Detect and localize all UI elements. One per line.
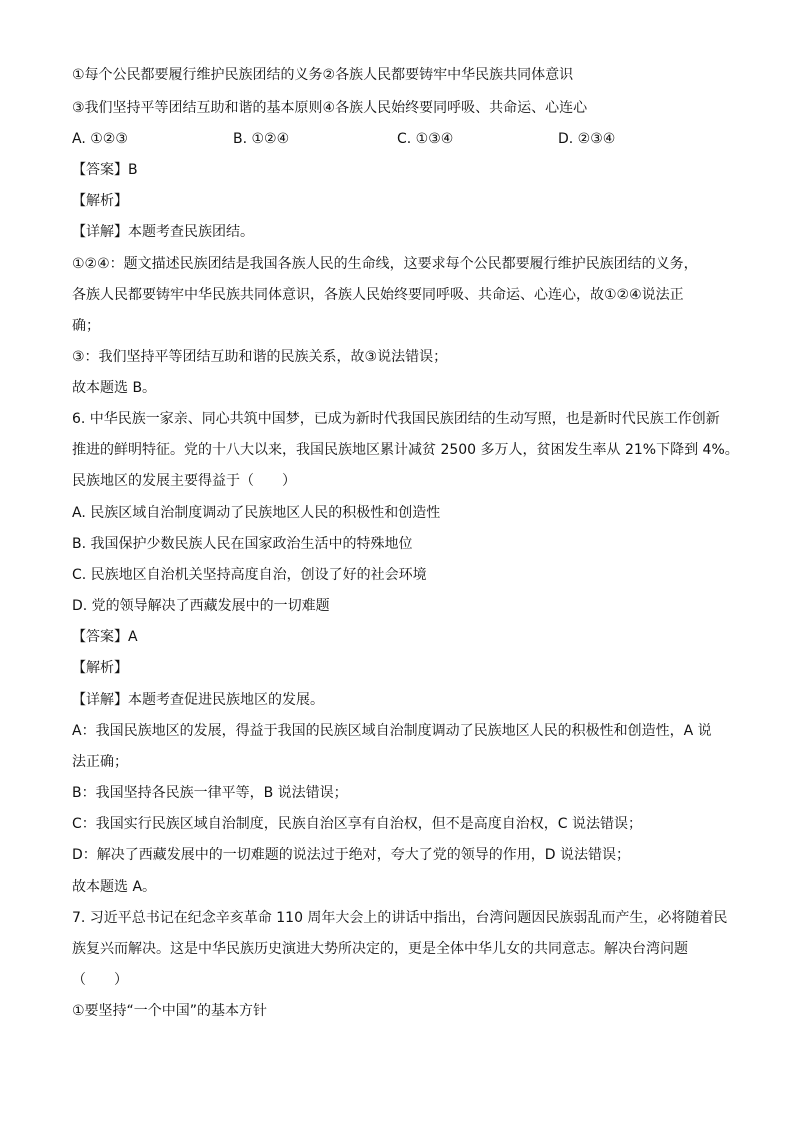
q6-explanation-line: D：解决了西藏发展中的一切难题的说法过于绝对，夸大了党的领导的作用，D 说法错误； (72, 847, 631, 863)
q5-option-d: D. ②③④ (558, 131, 616, 147)
q5-explanation-line: ③：我们坚持平等团结互助和谐的民族关系，故③说法错误； (72, 349, 448, 365)
q7-stem: （ ） (72, 972, 128, 988)
q7-stem: 族复兴而解决。这是中华民族历史演进大势所决定的，更是全体中华儿女的共同意志。解决台湾问题 (72, 941, 688, 957)
q6-option-a: A. 民族区域自治制度调动了民族地区人民的积极性和创造性 (72, 505, 441, 521)
q6-stem: 民族地区的发展主要得益于（ ） (72, 473, 296, 489)
q5-detail: 【详解】本题考查民族团结。 (72, 224, 254, 240)
q5-analysis-heading: 【解析】 (72, 193, 128, 209)
q7-item-1: ①要坚持“一个中国”的基本方针 (72, 1003, 268, 1019)
q5-items-1-2: ①每个公民都要履行维护民族团结的义务②各族人民都要铸牢中华民族共同体意识 (72, 67, 574, 83)
q6-explanation-line: A：我国民族地区的发展，得益于我国的民族区域自治制度调动了民族地区人民的积极性和创造性，A 说 (72, 723, 712, 739)
q6-option-b: B. 我国保护少数民族人民在国家政治生活中的特殊地位 (72, 536, 413, 552)
q6-stem: 推进的鲜明特征。党的十八大以来，我国民族地区累计减贫 2500 多万人，贫困发生率从 21%下降到 4%。 (72, 442, 739, 458)
q6-explanation-line: C：我国实行民族区域自治制度，民族自治区享有自治权，但不是高度自治权，C 说法错误； (72, 816, 642, 832)
q6-answer: 【答案】A (72, 629, 138, 645)
q6-explanation-line: B：我国坚持各民族一律平等，B 说法错误； (72, 785, 348, 801)
q5-answer: 【答案】B (72, 162, 138, 178)
q5-conclusion: 故本题选 B。 (72, 380, 157, 396)
q5-explanation-line: 各族人民都要铸牢中华民族共同体意识，各族人民始终要同呼吸、共命运、心连心，故①②④说法正 (72, 287, 684, 303)
q6-conclusion: 故本题选 A。 (72, 879, 157, 895)
q6-explanation-line: 法正确； (72, 754, 128, 770)
q5-option-c: C. ①③④ (397, 131, 454, 147)
q6-option-c: C. 民族地区自治机关坚持高度自治，创设了好的社会环境 (72, 567, 427, 583)
q6-stem: 6. 中华民族一家亲、同心共筑中国梦，已成为新时代我国民族团结的生动写照，也是新时代民族工作创新 (72, 411, 720, 427)
q6-detail: 【详解】本题考查促进民族地区的发展。 (72, 692, 324, 708)
q6-option-d: D. 党的领导解决了西藏发展中的一切难题 (72, 598, 330, 614)
q6-analysis-heading: 【解析】 (72, 660, 128, 676)
q5-explanation-line: ①②④：题文描述民族团结是我国各族人民的生命线，这要求每个公民都要履行维护民族团结的义务， (72, 256, 698, 272)
q5-option-b: B. ①②④ (233, 131, 290, 147)
q7-stem: 7. 习近平总书记在纪念辛亥革命 110 周年大会上的讲话中指出，台湾问题因民族弱乱而产生，必将随着民 (72, 910, 728, 926)
q5-explanation-line: 确； (72, 318, 100, 334)
q5-items-3-4: ③我们坚持平等团结互助和谐的基本原则④各族人民始终要同呼吸、共命运、心连心 (72, 100, 588, 116)
q5-option-a: A. ①②③ (72, 131, 128, 147)
